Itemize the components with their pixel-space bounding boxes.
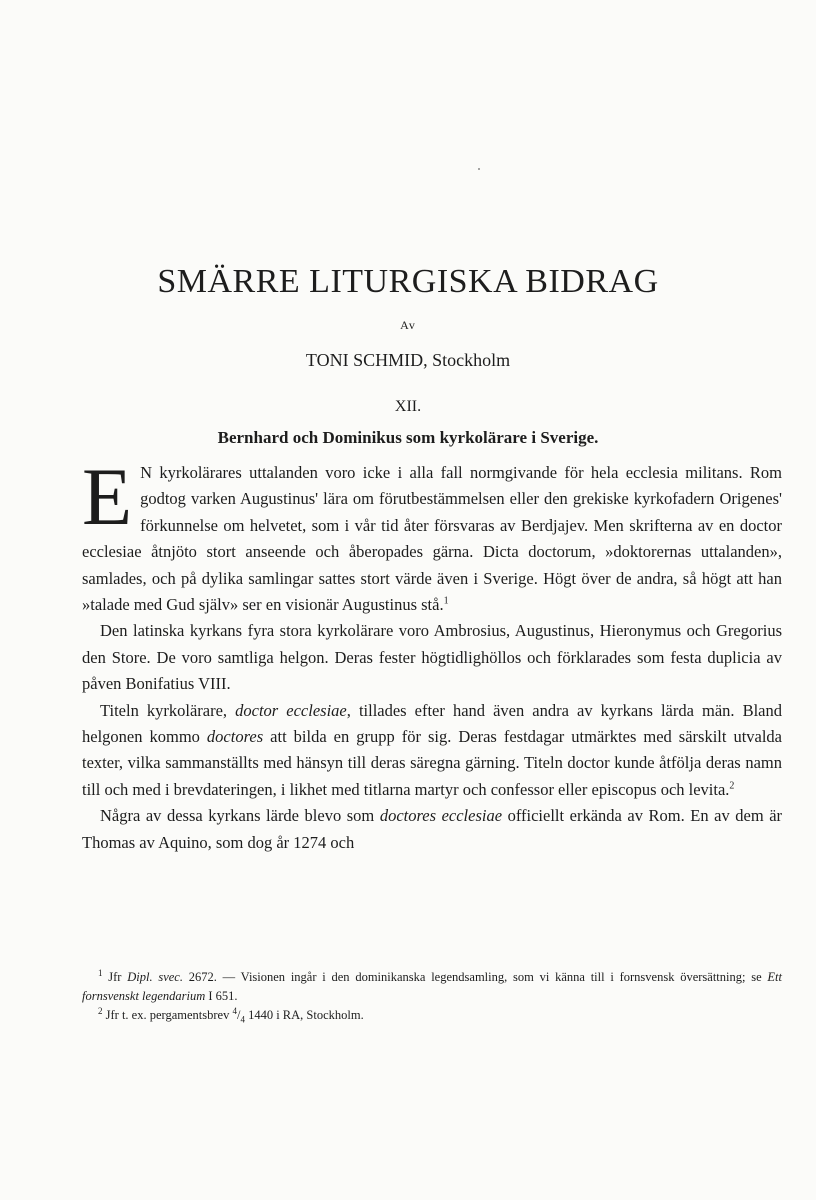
footnote-2-text-a: Jfr t. ex. pergamentsbrev [105, 1008, 230, 1022]
footnotes [82, 968, 782, 1030]
body-text [82, 451, 783, 856]
paragraph-3-italic-doctor-ecclesiae: doctor ecclesiae [235, 700, 347, 720]
paragraph-3-text-b: , tillades efter hand även andra av kyrkans lärda män. Bland helgonen kommo [82, 700, 782, 747]
date-fraction-numerator: 4 [232, 1005, 237, 1016]
section-title: Bernhard och Dominikus som kyrkolärare i Sverige. [217, 428, 599, 447]
footnote-1 [82, 968, 782, 1006]
footnote-ref-1: 1 [443, 595, 449, 607]
footnote-1-text-c: I 651. [208, 989, 238, 1003]
paper-speck [478, 168, 480, 170]
footnote-1-italic-a: Dipl. svec. [127, 970, 183, 984]
footnote-1-italic-b: Ett fornsvenskt legendarium [82, 970, 783, 1003]
footnote-1-text-a: Jfr [108, 970, 122, 984]
footnote-ref-2: 2 [729, 780, 735, 792]
article-title: SMÄRRE LITURGISKA BIDRAG [157, 263, 659, 300]
paragraph-4-italic: doctores ecclesiae [379, 806, 503, 826]
footnote-2: $^2$ Jfr t. ex. pergamentsbrev $^4/_4$ 1440 i RA, Stockholm. [98, 1005, 364, 1025]
footnote-2-number: 2 [98, 1005, 103, 1016]
footnote-1-text-b: 2672. — Visionen ingår i den dominikanska legendsamling, som vi känna till i fornsvensk översättning; se [188, 970, 762, 984]
paragraph-1 [82, 451, 782, 618]
drop-cap: E [82, 451, 133, 542]
paragraph-2: Den latinska kyrkans fyra stora kyrkolärare voro Ambrosius, Augustinus, Hieronymus och Gregorius den Store. De voro samtliga helgon. Deras fester högtidlighöllos och förklarades som festa duplicia av påven Bonifatius VIII. [82, 621, 782, 694]
paragraph-3-italic-doctores: doctores [206, 727, 264, 747]
paragraph-3-text-c: att bilda en grupp för sig. Deras festdagar utmärktes med särskilt utvalda texter, vilka sammanställts med hänsyn till deras säregna gärning. Titeln doctor kunde åtfölja deras namn till och med i brevdateringen, i likhet med titlarna martyr och confessor eller episcopus och levita. [82, 727, 783, 799]
author-line: TONI SCHMID, Stockholm [305, 350, 511, 370]
byline-prefix: Av [400, 318, 416, 332]
footnote-2-text-b: 1440 i RA, Stockholm. [248, 1008, 364, 1022]
paragraph-1-text: N kyrkolärares uttalanden voro icke i alla fall normgivande för hela ecclesia militans. Rom godtog varken Augustinus' lära om förutbestämmelsen eller den grekiske kyrkofadern Origenes' förkunnelse om helvetet, som i vår tid åter försvaras av Berdjajev. Men skrifterna av en doctor ecclesiae åtnjöto stort anseende och åberopades gärna. Dicta doctorum, »doktorernas uttalanden», samlades, och på dylika samlingar sattes stort värde även i Sverige. Högt över de andra, så högt att han »talade med Gud själv» ser en visionär Augustinus stå. [82, 463, 782, 615]
date-fraction-denominator: 4 [240, 1014, 245, 1025]
paragraph-3 [82, 698, 782, 804]
paragraph-4 [82, 803, 782, 856]
paragraph-3-text-a: Titeln kyrkolärare, [100, 700, 228, 720]
paragraph-4-text-a: Några av dessa kyrkans lärde blevo som [100, 806, 375, 826]
footnote-1-number: 1 [98, 967, 103, 978]
paragraph-4-text-b: officiellt erkända av Rom. En av dem är Thomas av Aquino, som dog år 1274 och [82, 806, 783, 852]
section-number: XII. [394, 398, 422, 415]
